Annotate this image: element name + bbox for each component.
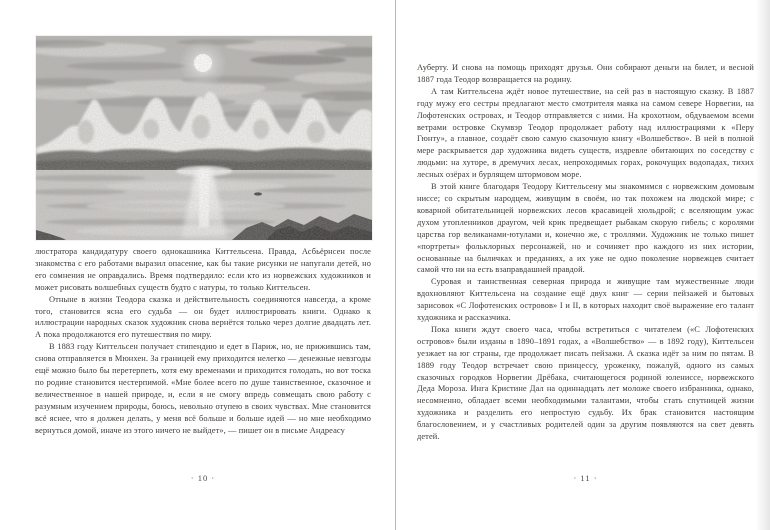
paragraph: А там Киттельсена ждёт новое путешествие, на сей раз в настоящую сказку. В 1887 году мужу его сестры предлагают место смотрителя маяка на самом севере Норвегии, на Лофотенских островах, и Теодор отправляется с ними. На крохотном, обдуваемом всеми ветрами островке Скумвэр Теодор продолжает работу над иллюстрациями к «Перу Гюнту», а главное, создаёт свою самую сказочную книгу «Волшебство». В ней в полной мере раскрывается дар художника видеть существ, издревле обитающих по соседству с людьми: на хуторе, в дремучих лесах, непроходимых горах, рокочущих водопадах, тихих лесных озёрах и бурлящем штормовом море. [417,86,754,180]
grain-texture [36,36,372,240]
paragraph: люстратора кандидатуру своего однокашника Киттельсена. Правда, Асбьёрнсен после знакомства с его работами выразил опасение, как бы такие рисунки не напугали детей, но его сомнения не оправдались. Время подтвердило: если кто из норвежских художников и может рисовать волшебных существ будто с натуры, то только Киттельсен. [35,247,371,292]
paragraph: Пока книги ждут своего часа, чтобы встретиться с читателем («С Лофотенских островов» были изданы в 1890–1891 годах, а «Волшебство» — в 1892 году), Киттельсен уезжает на юг страны, где продолжает писать пейзажи. А сказка идёт за ним по пятам. В 1889 году Теодор встречает свою принцессу, уроженку, пожалуй, одного из самых сказочных городков Норвегии Дрёбака, считающегося родиной юлениссе, норвежского Деда Мороза. Инга Кристине Дал на одиннадцать лет моложе своего избранника, однако, несомненно, обладает всеми необходимыми талантами, чтобы стать спутницей жизни художника и разделить его непростую судьбу. Их брак становится настоящим благословением, и у счастливых родителей один за другим появляются на свет девять детей. [417,324,754,442]
paragraph: Ауберту. И снова на помощь приходят друзья. Они собирают деньги на билет, и весной 1887 года Теодор возвращается на родину. [417,63,754,84]
paragraph: В этой книге благодаря Теодору Киттельсену мы знакомимся с норвежским домовым ниссе; со скрытым народцем, живущим в своём, но так похожем на людской мире; с коварной обитательницей норвежских лесов красавицей хюльдрой; с вселяющим ужас духом утопленников драугом, чей крик предвещает рыбакам скорую гибель; с королями царства гор великанами-ютулами и, конечно же, с троллями. Художник не только пишет «портреты» фольклорных персонажей, но и сочиняет про каждого из них истории, основанные на быличках и преданиях, а их уже не одно поколение норвежцев считает самой что ни на есть взаправдашней правдой. [417,182,754,275]
paragraph: Отныне в жизни Теодора сказка и действительность соединяются навсегда, а кроме того, становится ясна его судьба — он будет иллюстрировать книги. Однако к иллюстрации народных сказок художник снова вернётся только через долгие двадцать лет. А пока продолжаются его путешествия по миру. [35,294,371,340]
page-number-left: · 10 · [190,473,216,483]
kittelsen-illustration [36,36,372,240]
illustration-svg [36,36,372,240]
paragraph: В 1883 году Киттельсен получает стипендию и едет в Париж, но, не прижившись там, снова отправляется в Мюнхен. За границей ему приходится нелегко — денежные невзгоды ещё можно было бы перетерпеть, хотя ему временами и приходится голодать, но вот тоска по родине становится нестерпимой. «Мне более всего по душе таинственное, сказочное и величественное в нашей природе, и, если я не смогу впредь совмещать свою работу с разумным изучением природы, боюсь, невольно отупею в своих чувствах. Мне становится всё яснее, что я должен делать, у меня всё больше и больше идей — но мне необходимо вернуться домой, иначе из этого ничего не выйдет», — пишет он в письме Андреасу [35,342,371,435]
paragraph: Суровая и таинственная северная природа и живущие там мужественные люди вдохновляют Киттельсена на создание ещё двух книг — серии пейзажей и бытовых зарисовок «С Лофотенских островов» I и II, в которых находит своё выражение его талант художника и рассказчика. [417,277,754,323]
page-right [396,0,770,530]
left-text-column [35,246,371,437]
right-text-column [417,62,754,443]
page-number-right: · 11 · [573,473,598,483]
